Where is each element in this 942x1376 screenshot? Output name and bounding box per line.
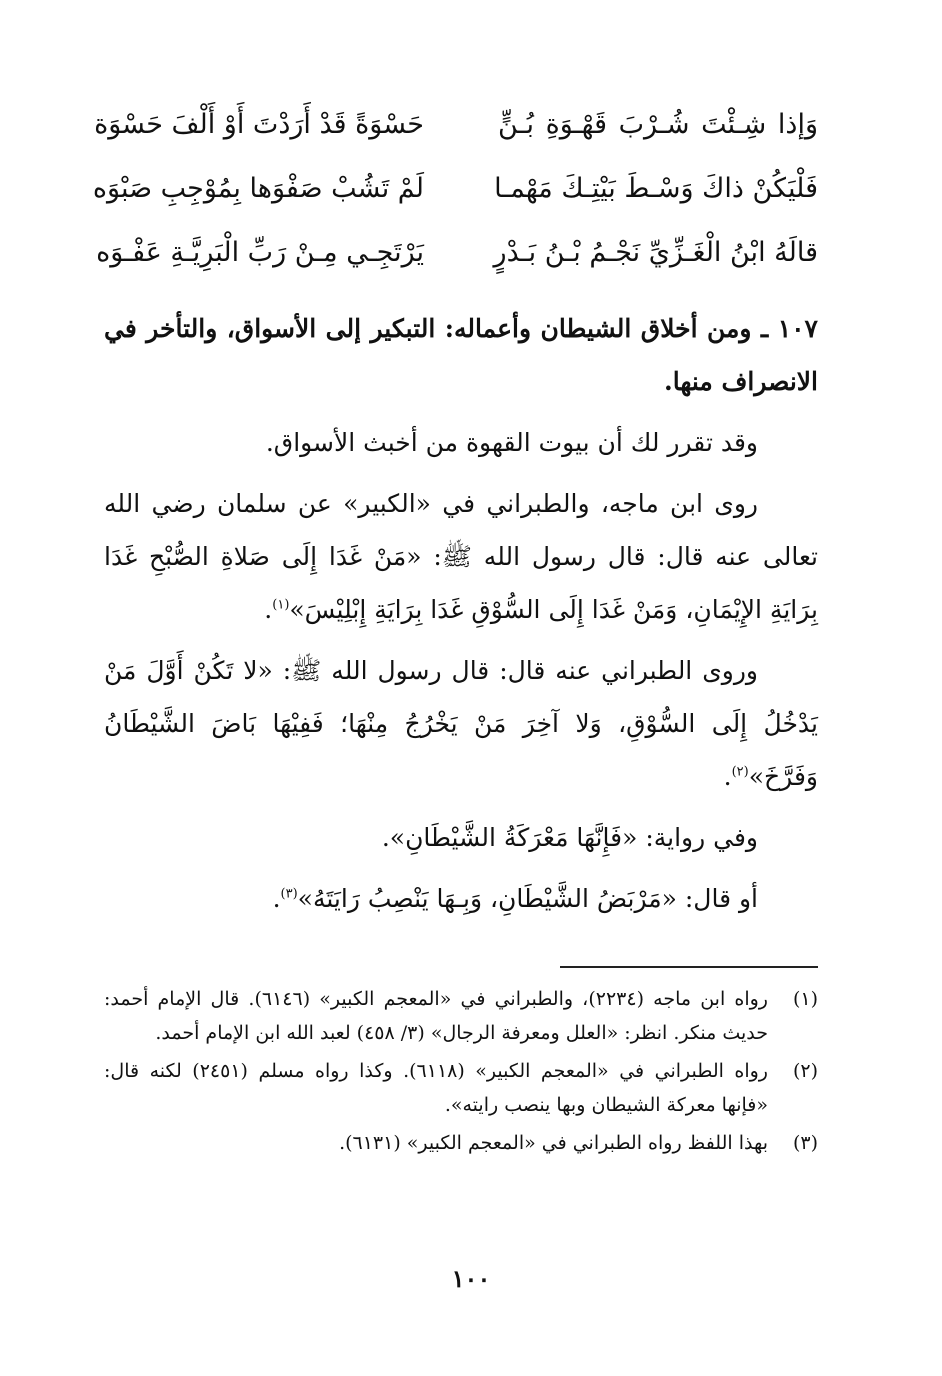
verse-first-hemistich: وَإذا شِـئْتَ شُـرْبَ قَهْـوَةِ بُـنٍّ [498,108,818,140]
verse-row [92,156,818,220]
paragraph [104,477,818,636]
footnotes [104,982,818,1164]
footnote-reference[interactable]: (٣) [280,886,298,902]
page-number: ١٠٠ [451,1264,491,1293]
verse-second-hemistich: لَمْ تَشُبْ صَفْوَها بِمُوْجِبِ صَبْوَه [92,172,424,204]
verse-second-hemistich: يَرْتَجِـي مِـنْ رَبِّ الْبَرِيَّـةِ عَفْـوَه [96,236,424,268]
footnote [104,1126,818,1160]
paragraph-text: وفي رواية: «فَإِنَّهَا مَعْرَكَةُ الشَّيْطَانِ». [381,823,758,852]
footnote [104,982,818,1050]
paragraph-text: أو قال: «مَرْبَضُ الشَّيْطَانِ، وَبِـهَا يَنْصِبُ رَايَتَهُ» [297,884,758,913]
paragraph-tail: . [272,884,281,913]
footnote-number: (١) [792,988,818,1010]
footnote-reference[interactable]: (٢) [731,764,749,780]
paragraph-text: وروى الطبراني عنه قال: قال رسول الله ﷺ: «لا تَكُنْ أَوَّلَ مَنْ يَدْخُلُ إِلَى السُّوْقِ، وَلا آخِرَ مَنْ يَخْرُجُ مِنْهَا؛ فَفِيْهَا بَاضَ الشَّيْطَانُ وَفَرَّخَ» [104,656,818,791]
paragraph [104,872,818,925]
paragraph-text: وقد تقرر لك أن بيوت القهوة من أخبث الأسواق. [265,428,758,457]
section-heading: ١٠٧ ـ ومن أخلاق الشيطان وأعماله: التبكير إلى الأسواق، والتأخر في الانصراف منها. [104,314,818,396]
paragraph-tail: . [264,595,273,624]
main-text [104,302,818,925]
paragraph-text: روى ابن ماجه، والطبراني في «الكبير» عن سلمان رضي الله تعالى عنه قال: قال رسول الله ﷺ: «مَنْ غَدَا إِلَى صَلاةِ الصُّبْحِ غَدَا بِرَايَةِ الإِيْمَانِ، وَمَنْ غَدَا إِلَى السُّوْقِ غَدَا بِرَايَةِ إِبْلِيْسَ» [104,489,818,624]
footnote-text: رواه الطبراني في «المعجم الكبير» (٦١١٨). وكذا رواه مسلم (٢٤٥١) لكنه قال: «فإنها معركة الشيطان وبها ينصب رايته». [104,1060,768,1116]
verse-row [94,92,818,156]
footnote [104,1054,818,1122]
footnote-number: (٣) [792,1132,818,1154]
paragraph [104,416,818,469]
footnote-text: رواه ابن ماجه (٢٢٣٤)، والطبراني في «المعجم الكبير» (٦١٤٦). قال الإمام أحمد: حديث منكر. انظر: «العلل ومعرفة الرجال» (٣/ ٤٥٨) لعبد الله ابن الإمام أحمد. [104,988,768,1044]
footnote-number: (٢) [792,1060,818,1082]
verse-first-hemistich: قالَهُ ابْنُ الْغَـزِّيِّ نَجْـمُ بْـنُ بَـدْرٍ [493,236,818,268]
footnote-reference[interactable]: (١) [272,597,290,613]
paragraph [104,644,818,803]
poem-verses [92,92,818,284]
paragraph-tail: . [723,762,732,791]
verse-row [96,220,818,284]
paragraph [104,811,818,864]
verse-first-hemistich: فَلْيَكُنْ ذاكَ وَسْـطَ بَيْتِـكَ مَهْمـا [494,172,818,204]
footnote-text: بهذا اللفظ رواه الطبراني في «المعجم الكبير» (٦١٣١). [339,1132,768,1154]
footnote-divider [560,966,818,968]
verse-second-hemistich: حَسْوَةً قَدْ أَرَدْتَ أَوْ أَلْفَ حَسْوَة [94,108,424,140]
